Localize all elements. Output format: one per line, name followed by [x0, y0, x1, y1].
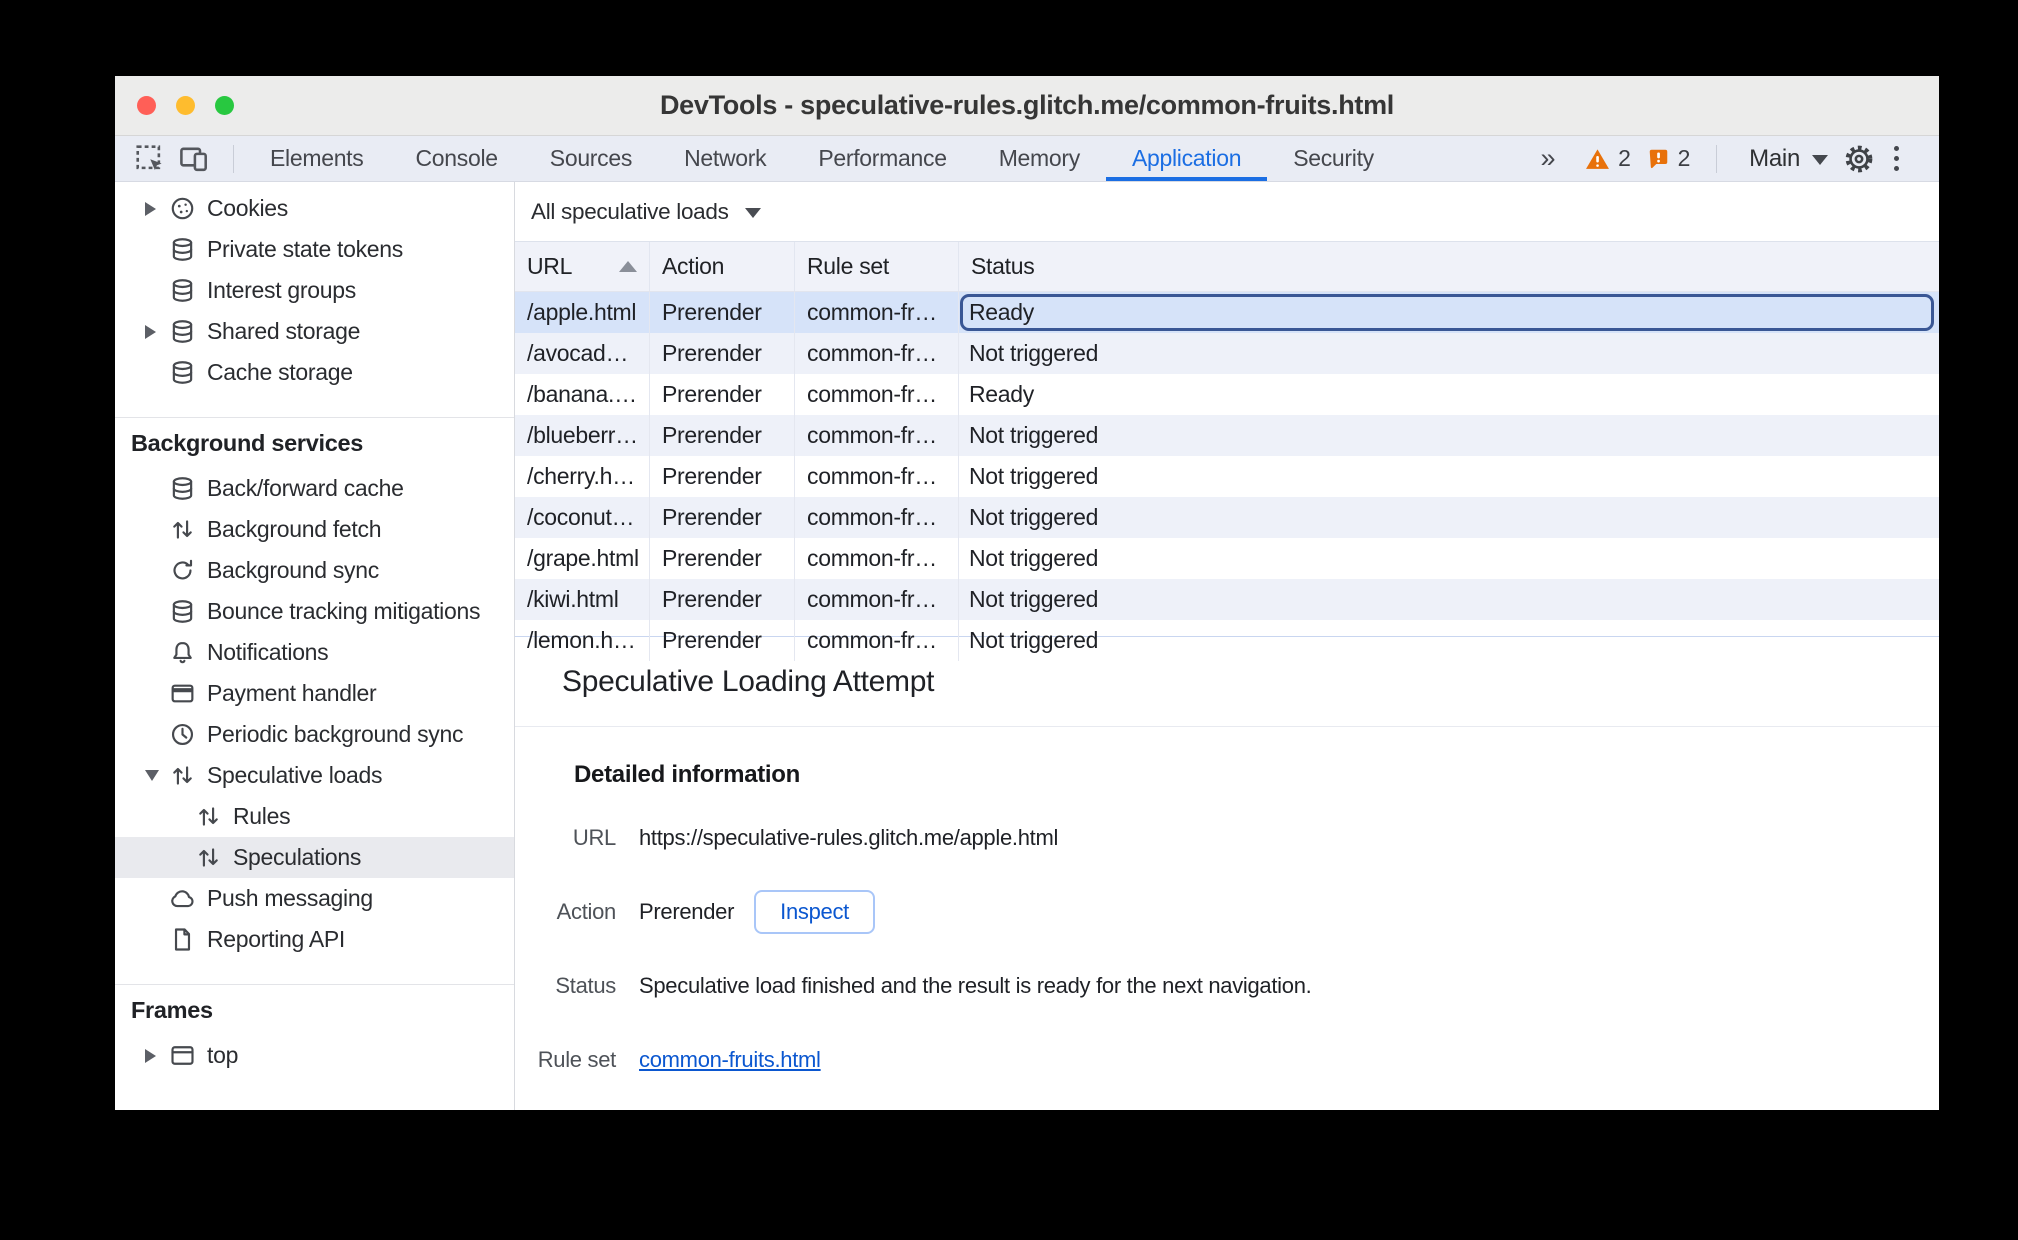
cell-action-text: Prerender [662, 340, 762, 366]
tab-security[interactable]: Security [1293, 145, 1374, 171]
cell-action[interactable] [650, 538, 795, 579]
cell-action-text: Prerender [662, 545, 762, 571]
detail-field-action [531, 875, 1939, 949]
detail-field-value [639, 1047, 821, 1073]
cell-url-text: /banana.… [527, 381, 637, 407]
table-row[interactable] [515, 579, 1939, 620]
cell-rule-set[interactable] [795, 497, 959, 538]
sidebar-item-label: Payment handler [207, 680, 377, 706]
sidebar-item-label: Reporting API [207, 926, 346, 952]
detail-field-status [531, 949, 1939, 1023]
cell-action[interactable] [650, 579, 795, 620]
sidebar-item-label: Rules [233, 803, 291, 829]
column-header-action[interactable] [650, 242, 795, 291]
devtools-window [115, 76, 1939, 1110]
tab-application[interactable]: Application [1106, 136, 1267, 181]
cell-status-text: Not triggered [969, 463, 1099, 489]
table-row[interactable] [515, 497, 1939, 538]
warning-count: 2 [1618, 145, 1631, 171]
sync-icon [169, 557, 207, 584]
cell-action[interactable] [650, 497, 795, 538]
sidebar-item-top[interactable] [115, 1035, 514, 1076]
detail-field-value [639, 973, 1311, 999]
tabbar-right-controls [1540, 136, 1939, 181]
cell-status-text: Not triggered [969, 340, 1099, 366]
sidebar-item-label: Periodic background sync [207, 721, 464, 747]
speculations-panel [515, 182, 1939, 1110]
tab-sources[interactable]: Sources [549, 145, 633, 171]
database-icon [169, 475, 207, 502]
focus-ring [960, 294, 1934, 331]
cell-url[interactable] [515, 579, 650, 620]
filter-dropdown[interactable]: All speculative loads [531, 198, 729, 224]
cell-action[interactable] [650, 292, 795, 333]
inspect-button[interactable]: Inspect [754, 890, 875, 934]
rule-set-link[interactable]: common-fruits.html [639, 1047, 821, 1072]
cell-rule-set[interactable] [795, 415, 959, 456]
database-icon [169, 277, 207, 304]
cell-action-text: Prerender [662, 504, 762, 530]
sidebar-item-cache-storage[interactable] [115, 352, 514, 393]
cell-status[interactable] [959, 292, 1939, 333]
cell-rule-set[interactable] [795, 374, 959, 415]
toolbar-divider [1716, 145, 1717, 173]
document-icon [169, 926, 207, 953]
issues-badge[interactable] [1647, 145, 1691, 172]
cell-status-text: Not triggered [969, 627, 1099, 653]
column-header-url[interactable] [515, 242, 650, 291]
cell-rule-set-text: common-fr… [807, 340, 937, 366]
cell-rule-set[interactable] [795, 333, 959, 374]
chevron-right-icon[interactable] [145, 1049, 169, 1063]
cell-url-text: /blueberr… [527, 422, 638, 448]
tab-elements[interactable]: Elements [270, 145, 364, 171]
table-row[interactable] [515, 415, 1939, 456]
chevron-down-icon[interactable] [145, 770, 169, 781]
cell-status[interactable] [959, 415, 1939, 456]
column-header-label: Action [662, 253, 725, 279]
sidebar-item-label: Private state tokens [207, 236, 403, 262]
detail-field-text: https://speculative-rules.glitch.me/apple.html [639, 825, 1059, 850]
more-options-kebab-icon[interactable] [1890, 146, 1903, 171]
sidebar-item-label: Speculative loads [207, 762, 383, 788]
table-row[interactable] [515, 374, 1939, 415]
cell-rule-set-text: common-fr… [807, 422, 937, 448]
toolbar-divider [233, 145, 234, 173]
cell-url-text: /avocad… [527, 340, 629, 366]
up-down-arrows-icon [195, 803, 233, 830]
sidebar-item-back-forward-cache[interactable] [115, 468, 514, 509]
sidebar-item-label: Cache storage [207, 359, 353, 385]
context-selector-label: Main [1749, 144, 1800, 172]
cell-status-text: Not triggered [969, 422, 1099, 448]
sidebar-item-label: Bounce tracking mitigations [207, 598, 481, 624]
cell-url[interactable] [515, 333, 650, 374]
detail-field-label: Status [555, 973, 616, 998]
up-down-arrows-icon [195, 844, 233, 871]
settings-gear-icon[interactable] [1844, 144, 1874, 174]
window-title: DevTools - speculative-rules.glitch.me/common-fruits.html [659, 90, 1395, 120]
chevron-right-icon[interactable] [145, 325, 169, 339]
warning-triangle-icon [1585, 148, 1610, 170]
detail-field-url [531, 801, 1939, 875]
sidebar-item-bounce-tracking-mitigations[interactable] [115, 591, 514, 632]
table-body [515, 292, 1939, 661]
cell-rule-set-text: common-fr… [807, 381, 937, 407]
cell-action[interactable] [650, 415, 795, 456]
cell-rule-set[interactable] [795, 456, 959, 497]
sidebar-item-reporting-api[interactable] [115, 919, 514, 960]
issue-count: 2 [1677, 145, 1691, 171]
minimize-window-button[interactable] [176, 96, 195, 115]
issues-icon [1647, 147, 1670, 170]
table-header-row [515, 242, 1939, 292]
cell-status[interactable] [959, 579, 1939, 620]
cell-status[interactable] [959, 620, 1939, 661]
sidebar-item-background-sync[interactable] [115, 550, 514, 591]
sidebar-item-speculations[interactable] [115, 837, 514, 878]
sidebar-item-label: Shared storage [207, 318, 361, 344]
devtools-content [115, 182, 1939, 1110]
cell-url-text: /cherry.h… [527, 463, 635, 489]
clock-icon [169, 721, 207, 748]
cell-url[interactable] [515, 374, 650, 415]
cell-status[interactable] [959, 374, 1939, 415]
titlebar [115, 76, 1939, 136]
database-icon [169, 359, 207, 386]
table-row[interactable] [515, 292, 1939, 333]
chevron-down-icon[interactable] [745, 208, 761, 218]
sidebar-item-push-messaging[interactable] [115, 878, 514, 919]
cell-status-text: Not triggered [969, 545, 1099, 571]
detail-field-value [639, 825, 1058, 851]
tab-console[interactable]: Console [415, 145, 498, 171]
cell-url-text: /lemon.h… [527, 627, 636, 653]
bell-icon [169, 639, 207, 666]
speculation-detail-pane [515, 637, 1939, 1110]
sort-ascending-icon [619, 261, 637, 272]
detail-field-label: Action [556, 899, 616, 924]
sidebar-item-private-state-tokens[interactable] [115, 229, 514, 270]
cell-status-text: Not triggered [969, 586, 1099, 612]
cloud-icon [169, 885, 207, 912]
close-window-button[interactable] [137, 96, 156, 115]
sidebar-item-periodic-background-sync[interactable] [115, 714, 514, 755]
inspect-element-icon[interactable] [135, 144, 165, 174]
cell-action-text: Prerender [662, 627, 762, 653]
detail-field-text: Prerender [639, 899, 735, 924]
sidebar-item-label: Background fetch [207, 516, 382, 542]
cell-url-text: /apple.html [527, 299, 637, 325]
speculations-filter-toolbar [515, 182, 1939, 242]
cell-action[interactable] [650, 456, 795, 497]
cell-status[interactable] [959, 497, 1939, 538]
cell-action[interactable] [650, 374, 795, 415]
chevron-down-icon [1812, 155, 1828, 165]
cell-rule-set-text: common-fr… [807, 504, 937, 530]
cell-rule-set-text: common-fr… [807, 627, 937, 653]
cell-url[interactable] [515, 456, 650, 497]
sidebar-item-label: Speculations [233, 844, 362, 870]
database-icon [169, 598, 207, 625]
detail-pane-body [515, 761, 1939, 1097]
cell-action-text: Prerender [662, 463, 762, 489]
up-down-arrows-icon [169, 516, 207, 543]
cell-rule-set-text: common-fr… [807, 299, 937, 325]
cell-rule-set-text: common-fr… [807, 586, 937, 612]
detail-section-heading: Detailed information [574, 761, 801, 788]
detail-pane-title: Speculative Loading Attempt [562, 664, 935, 698]
cookie-icon [169, 195, 207, 222]
table-row[interactable] [515, 538, 1939, 579]
cell-status-text: Not triggered [969, 504, 1099, 530]
column-header-label: URL [527, 253, 573, 279]
detail-field-label: Rule set [537, 1047, 616, 1072]
column-header-label: Status [971, 253, 1035, 279]
cell-url-text: /coconut… [527, 504, 635, 530]
table-row[interactable] [515, 333, 1939, 374]
cell-rule-set-text: common-fr… [807, 463, 937, 489]
detail-field-text: Speculative load finished and the result is ready for the next navigation. [639, 973, 1312, 998]
payment-card-icon [169, 680, 207, 707]
cell-status-text: Ready [969, 299, 1034, 325]
cell-action-text: Prerender [662, 381, 762, 407]
panel-tabs [244, 136, 1400, 181]
cell-rule-set[interactable] [795, 292, 959, 333]
column-header-status[interactable] [959, 242, 1939, 291]
detail-fields [531, 801, 1939, 1097]
table-row[interactable] [515, 456, 1939, 497]
column-header-rule-set[interactable] [795, 242, 959, 291]
cell-url[interactable] [515, 415, 650, 456]
cell-rule-set[interactable] [795, 538, 959, 579]
sidebar-item-notifications[interactable] [115, 632, 514, 673]
cell-url-text: /kiwi.html [527, 586, 619, 612]
sidebar-item-payment-handler[interactable] [115, 673, 514, 714]
sidebar-item-label: Notifications [207, 639, 329, 665]
more-tabs-chevron-icon[interactable]: » [1540, 143, 1556, 173]
sidebar-item-interest-groups[interactable] [115, 270, 514, 311]
sidebar-item-background-fetch[interactable] [115, 509, 514, 550]
sidebar-item-label: top [207, 1042, 239, 1068]
cell-status-text: Ready [969, 381, 1034, 407]
sidebar-item-label: Cookies [207, 195, 288, 221]
cell-action-text: Prerender [662, 422, 762, 448]
sidebar-item-shared-storage[interactable] [115, 311, 514, 352]
tab-memory[interactable]: Memory [998, 145, 1080, 171]
context-selector[interactable] [1749, 145, 1828, 173]
up-down-arrows-icon [169, 762, 207, 789]
detail-field-value [639, 890, 875, 934]
traffic-lights [137, 76, 234, 135]
cell-url[interactable] [515, 497, 650, 538]
cell-rule-set[interactable] [795, 579, 959, 620]
speculations-table [515, 242, 1939, 653]
frame-icon [169, 1042, 207, 1069]
cell-url[interactable] [515, 292, 650, 333]
sidebar-item-label: Interest groups [207, 277, 356, 303]
sidebar-item-label: Back/forward cache [207, 475, 404, 501]
sidebar-item-cookies[interactable] [115, 188, 514, 229]
sidebar-section-frames: Frames [131, 996, 213, 1023]
device-toolbar-icon[interactable] [179, 144, 209, 174]
application-sidebar [115, 182, 515, 1110]
sidebar-item-label: Push messaging [207, 885, 373, 911]
cell-url[interactable] [515, 538, 650, 579]
cell-action-text: Prerender [662, 299, 762, 325]
devtools-tabbar [115, 136, 1939, 182]
warnings-badge[interactable] [1585, 145, 1631, 172]
cell-status[interactable] [959, 333, 1939, 374]
column-header-label: Rule set [807, 253, 889, 279]
tab-network[interactable]: Network [684, 145, 767, 171]
sidebar-item-label: Background sync [207, 557, 379, 583]
cell-status[interactable] [959, 538, 1939, 579]
detail-field-label: URL [572, 825, 616, 850]
cell-url-text: /grape.html [527, 545, 639, 571]
chevron-right-icon[interactable] [145, 202, 169, 216]
sidebar-item-rules[interactable] [115, 796, 514, 837]
cell-rule-set-text: common-fr… [807, 545, 937, 571]
sidebar-item-speculative-loads[interactable] [115, 755, 514, 796]
cell-action[interactable] [650, 333, 795, 374]
sidebar-section-background-services: Background services [131, 429, 364, 456]
detail-field-rule-set [531, 1023, 1939, 1097]
database-icon [169, 318, 207, 345]
cell-action-text: Prerender [662, 586, 762, 612]
cell-status[interactable] [959, 456, 1939, 497]
zoom-window-button[interactable] [215, 96, 234, 115]
database-icon [169, 236, 207, 263]
tab-performance[interactable]: Performance [818, 145, 947, 171]
